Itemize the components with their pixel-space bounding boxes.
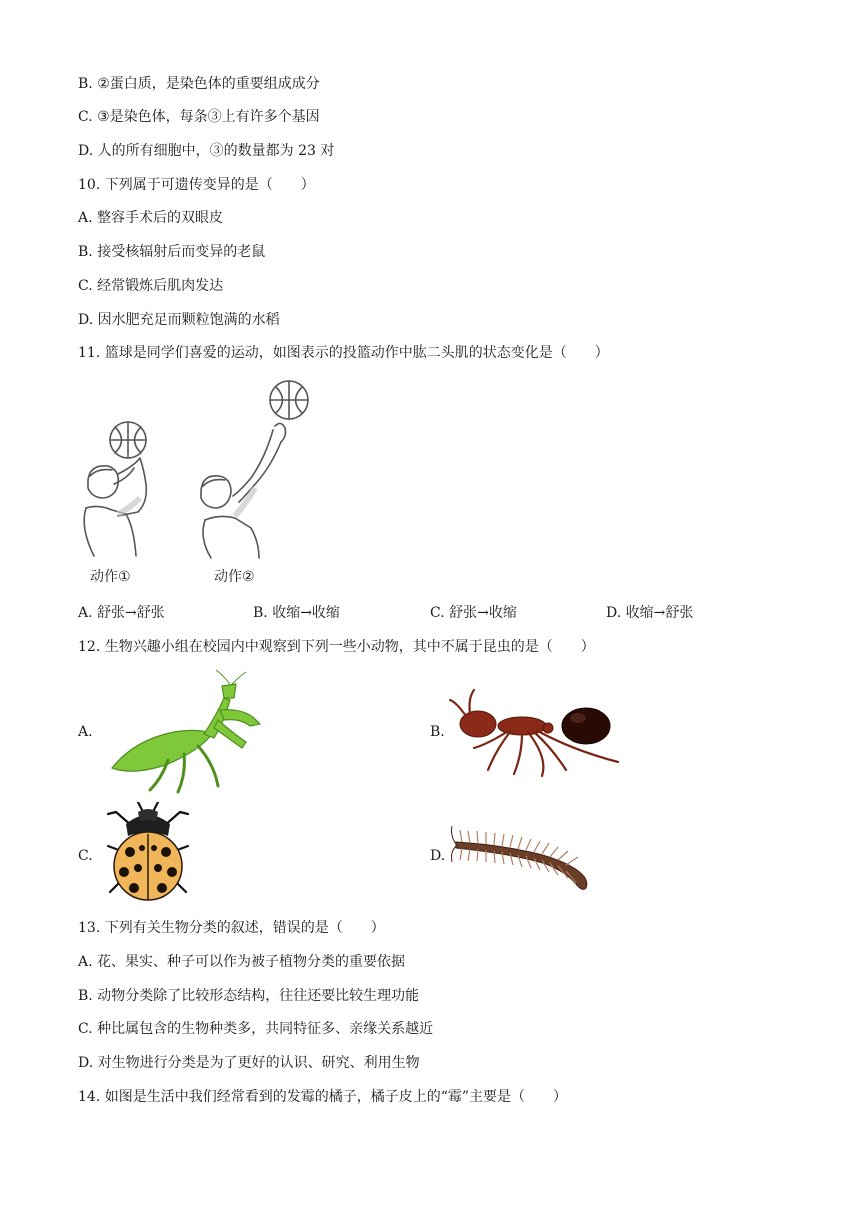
q11-stem: 11. 篮球是同学们喜爱的运动，如图表示的投篮动作中肱二头肌的状态变化是（ ） bbox=[78, 345, 609, 361]
q11-option-c: C. 舒张→收缩 bbox=[430, 605, 517, 621]
caption-action-2: 动作② bbox=[214, 569, 255, 585]
centipede-icon bbox=[450, 822, 606, 896]
q10-stem: 10. 下列属于可遗传变异的是（ ） bbox=[78, 177, 315, 193]
q13-option-d: D. 对生物进行分类是为了更好的认识、研究、利用生物 bbox=[78, 1055, 420, 1071]
q9-option-b: B. ②蛋白质，是染色体的重要组成成分 bbox=[78, 76, 320, 92]
q12-stem: 12. 生物兴趣小组在校园内中观察到下列一些小动物，其中不属于昆虫的是（ ） bbox=[78, 639, 595, 655]
q10-option-b: B. 接受核辐射后而变异的老鼠 bbox=[78, 244, 266, 260]
mantis-icon bbox=[104, 668, 264, 796]
ladybug-icon bbox=[102, 802, 194, 904]
q10-option-d: D. 因水肥充足而颗粒饱满的水稻 bbox=[78, 312, 280, 328]
q9-option-d: D. 人的所有细胞中，③的数量都为 23 对 bbox=[78, 143, 335, 159]
q13-stem: 13. 下列有关生物分类的叙述，错误的是（ ） bbox=[78, 920, 385, 936]
ant-icon bbox=[448, 688, 624, 778]
q13-option-a: A. 花、果实、种子可以作为被子植物分类的重要依据 bbox=[78, 954, 406, 970]
q12-option-b-label: B. bbox=[430, 724, 445, 740]
q12-option-a-label: A. bbox=[78, 724, 93, 740]
q11-option-b: B. 收缩→收缩 bbox=[253, 605, 340, 621]
q10-option-c: C. 经常锻炼后肌肉发达 bbox=[78, 278, 224, 294]
q12-option-c-label: C. bbox=[78, 848, 93, 864]
shooting-action-1-figure bbox=[78, 418, 178, 558]
caption-action-1: 动作① bbox=[90, 569, 131, 585]
q12-option-d-label: D. bbox=[430, 848, 446, 864]
q14-stem: 14. 如图是生活中我们经常看到的发霉的橘子，橘子皮上的“霉”主要是（ ） bbox=[78, 1089, 568, 1105]
q13-option-b: B. 动物分类除了比较形态结构，往往还要比较生理功能 bbox=[78, 988, 420, 1004]
q10-option-a: A. 整容手术后的双眼皮 bbox=[78, 210, 224, 226]
q9-option-c: C. ③是染色体，每条③上有许多个基因 bbox=[78, 109, 320, 125]
q11-option-d: D. 收缩→舒张 bbox=[606, 605, 694, 621]
q11-option-a: A. 舒张→舒张 bbox=[78, 605, 165, 621]
shooting-action-2-figure bbox=[195, 378, 315, 560]
q13-option-c: C. 种比属包含的生物种类多，共同特征多、亲缘关系越近 bbox=[78, 1021, 434, 1037]
